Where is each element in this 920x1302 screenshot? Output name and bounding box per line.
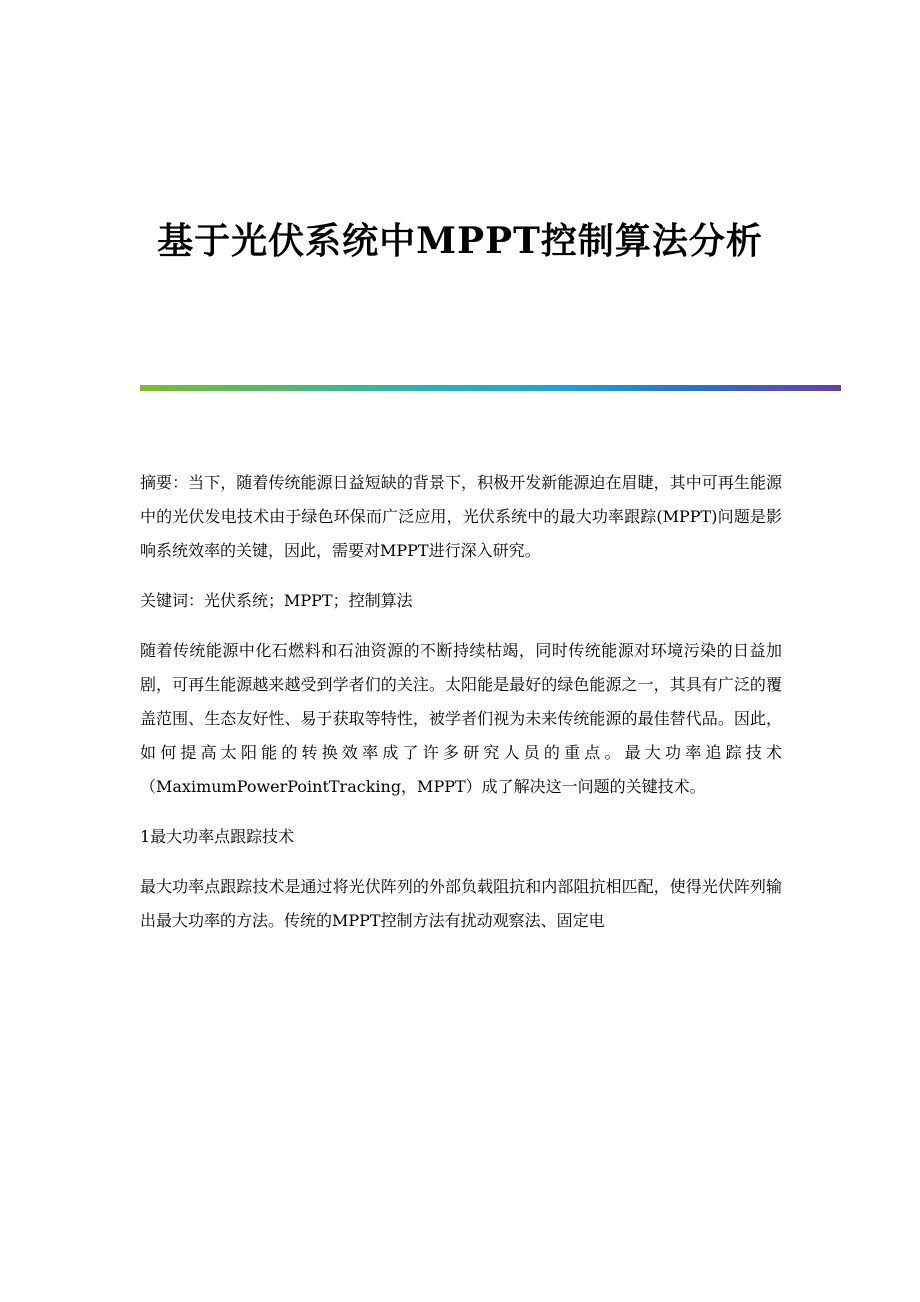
section-paragraph: 最大功率点跟踪技术是通过将光伏阵列的外部负载阻抗和内部阻抗相匹配，使得光伏阵列输出最大功率的方法。传统的MPPT控制方法有扰动观察法、固定电 bbox=[140, 877, 782, 930]
abstract-paragraph: 摘要：当下，随着传统能源日益短缺的背景下，积极开发新能源迫在眉睫，其中可再生能源中的光伏发电技术由于绿色环保而广泛应用，光伏系统中的最大功率跟踪(MPPT)问题是影响系统效率的关键，因此，需要对MPPT进行深入研究。 bbox=[140, 473, 782, 560]
section-heading: 1最大功率点跟踪技术 bbox=[140, 827, 295, 846]
intro-paragraph: 随着传统能源中化石燃料和石油资源的不断持续枯竭，同时传统能源对环境污染的日益加剧，可再生能源越来越受到学者们的关注。太阳能是最好的绿色能源之一，其具有广泛的覆盖范围、生态友好性、易于获取等特性，被学者们视为未来传统能源的最佳替代品。因此，如何提高太阳能的转换效率成了许多研究人员的重点。最大功率追踪技术（MaximumPowerPointTracking，MPPT）成了解决这一问题的关键技术。 bbox=[140, 641, 782, 796]
document-title: 基于光伏系统中MPPT控制算法分析 bbox=[157, 220, 763, 262]
gradient-divider bbox=[140, 385, 841, 391]
keywords-paragraph: 关键词：光伏系统；MPPT；控制算法 bbox=[140, 591, 413, 610]
document-body bbox=[140, 466, 782, 954]
